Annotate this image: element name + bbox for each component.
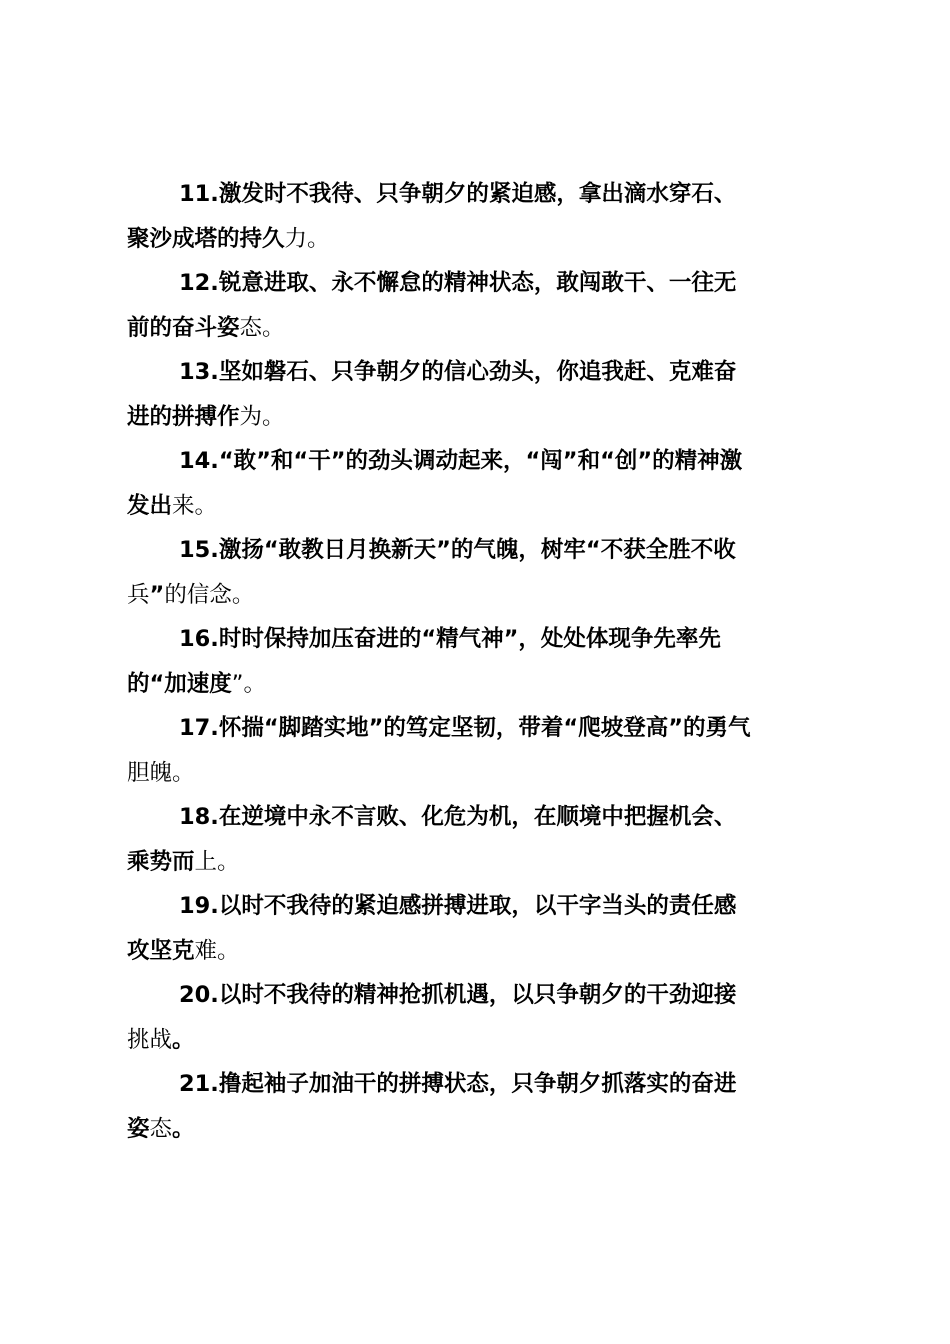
item-text-bold: 聚沙成塔的持久 bbox=[127, 225, 285, 252]
item-text: 以时不我待的精神抢抓机遇，以只争朝夕的干劲迎接 bbox=[218, 982, 737, 1008]
item-text: 撸起袖子加油干的拼搏状态，只争朝夕抓落实的奋进 bbox=[218, 1071, 737, 1097]
item-text-normal: 上。 bbox=[194, 848, 240, 875]
list-item-14 bbox=[127, 439, 827, 528]
list-item-12 bbox=[127, 261, 827, 350]
item-text: 激发时不我待、只争朝夕的紧迫感，拿出滴水穿石、 bbox=[218, 181, 737, 207]
item-text-normal: 为。 bbox=[239, 403, 285, 430]
item-number: 17. bbox=[179, 715, 219, 741]
item-text: 坚如磐石、只争朝夕的信心劲头，你追我赶、克难奋 bbox=[218, 359, 737, 385]
item-text-normal-lead: 兵 bbox=[127, 581, 150, 608]
item-text-bold: 姿 bbox=[127, 1115, 150, 1142]
item-text: 以时不我待的紧迫感拼搏进取，以干字当头的责任感 bbox=[218, 893, 737, 919]
item-number: 13. bbox=[179, 359, 219, 385]
item-text-bold: ” bbox=[149, 581, 165, 608]
item-text: 锐意进取、永不懈怠的精神状态，敢闯敢干、一往无 bbox=[218, 270, 737, 296]
list-item-13 bbox=[127, 350, 827, 439]
item-number: 11. bbox=[179, 181, 219, 207]
item-text-normal: 来。 bbox=[172, 492, 218, 519]
item-text-bold-tail: 。 bbox=[172, 1115, 195, 1142]
item-text-normal: 力。 bbox=[284, 225, 330, 252]
item-text: 在逆境中永不言败、化危为机，在顺境中把握机会、 bbox=[218, 804, 737, 830]
list-item-18 bbox=[127, 795, 827, 884]
item-text-bold: 进的拼搏作 bbox=[127, 403, 240, 430]
list-item-21 bbox=[127, 1062, 827, 1151]
item-text: “敢”和“干”的劲头调动起来，“闯”和“创”的精神激 bbox=[218, 448, 743, 474]
item-text-bold: 前的奋斗姿 bbox=[127, 314, 240, 341]
item-number: 19. bbox=[179, 893, 219, 919]
document-body bbox=[127, 172, 827, 1151]
item-text-normal: 态 bbox=[149, 1115, 173, 1142]
item-text-normal: 的信念。 bbox=[164, 581, 255, 608]
item-text-normal: 挑战 bbox=[127, 1026, 173, 1053]
item-text-bold: 攻坚克 bbox=[127, 937, 195, 964]
item-number: 14. bbox=[179, 448, 219, 474]
item-text: 怀揣“脚踏实地”的笃定坚韧，带着“爬坡登高”的勇气 bbox=[218, 715, 751, 741]
list-item-15 bbox=[127, 528, 827, 617]
item-text: 激扬“敢教日月换新天”的气魄，树牢“不获全胜不收 bbox=[218, 537, 736, 563]
list-item-19 bbox=[127, 884, 827, 973]
list-item-11 bbox=[127, 172, 827, 261]
item-number: 18. bbox=[179, 804, 219, 830]
item-text-bold: 的“加速度 bbox=[127, 670, 232, 697]
item-text-normal: 难。 bbox=[194, 937, 240, 964]
item-text-normal: ”。 bbox=[231, 670, 266, 697]
list-item-20 bbox=[127, 973, 827, 1062]
item-number: 16. bbox=[179, 626, 219, 652]
item-text-bold: 乘势而 bbox=[127, 848, 195, 875]
list-item-17 bbox=[127, 706, 827, 795]
item-number: 15. bbox=[179, 537, 219, 563]
list-item-16 bbox=[127, 617, 827, 706]
item-text: 时时保持加压奋进的“精气神”，处处体现争先率先 bbox=[218, 626, 721, 652]
item-text-bold: 发出 bbox=[127, 492, 173, 519]
item-text-bold-tail: 。 bbox=[172, 1026, 195, 1053]
item-number: 21. bbox=[179, 1071, 219, 1097]
item-number: 20. bbox=[179, 982, 219, 1008]
item-text-normal: 态。 bbox=[239, 314, 285, 341]
item-number: 12. bbox=[179, 270, 219, 296]
item-text-normal: 胆魄。 bbox=[127, 759, 195, 786]
